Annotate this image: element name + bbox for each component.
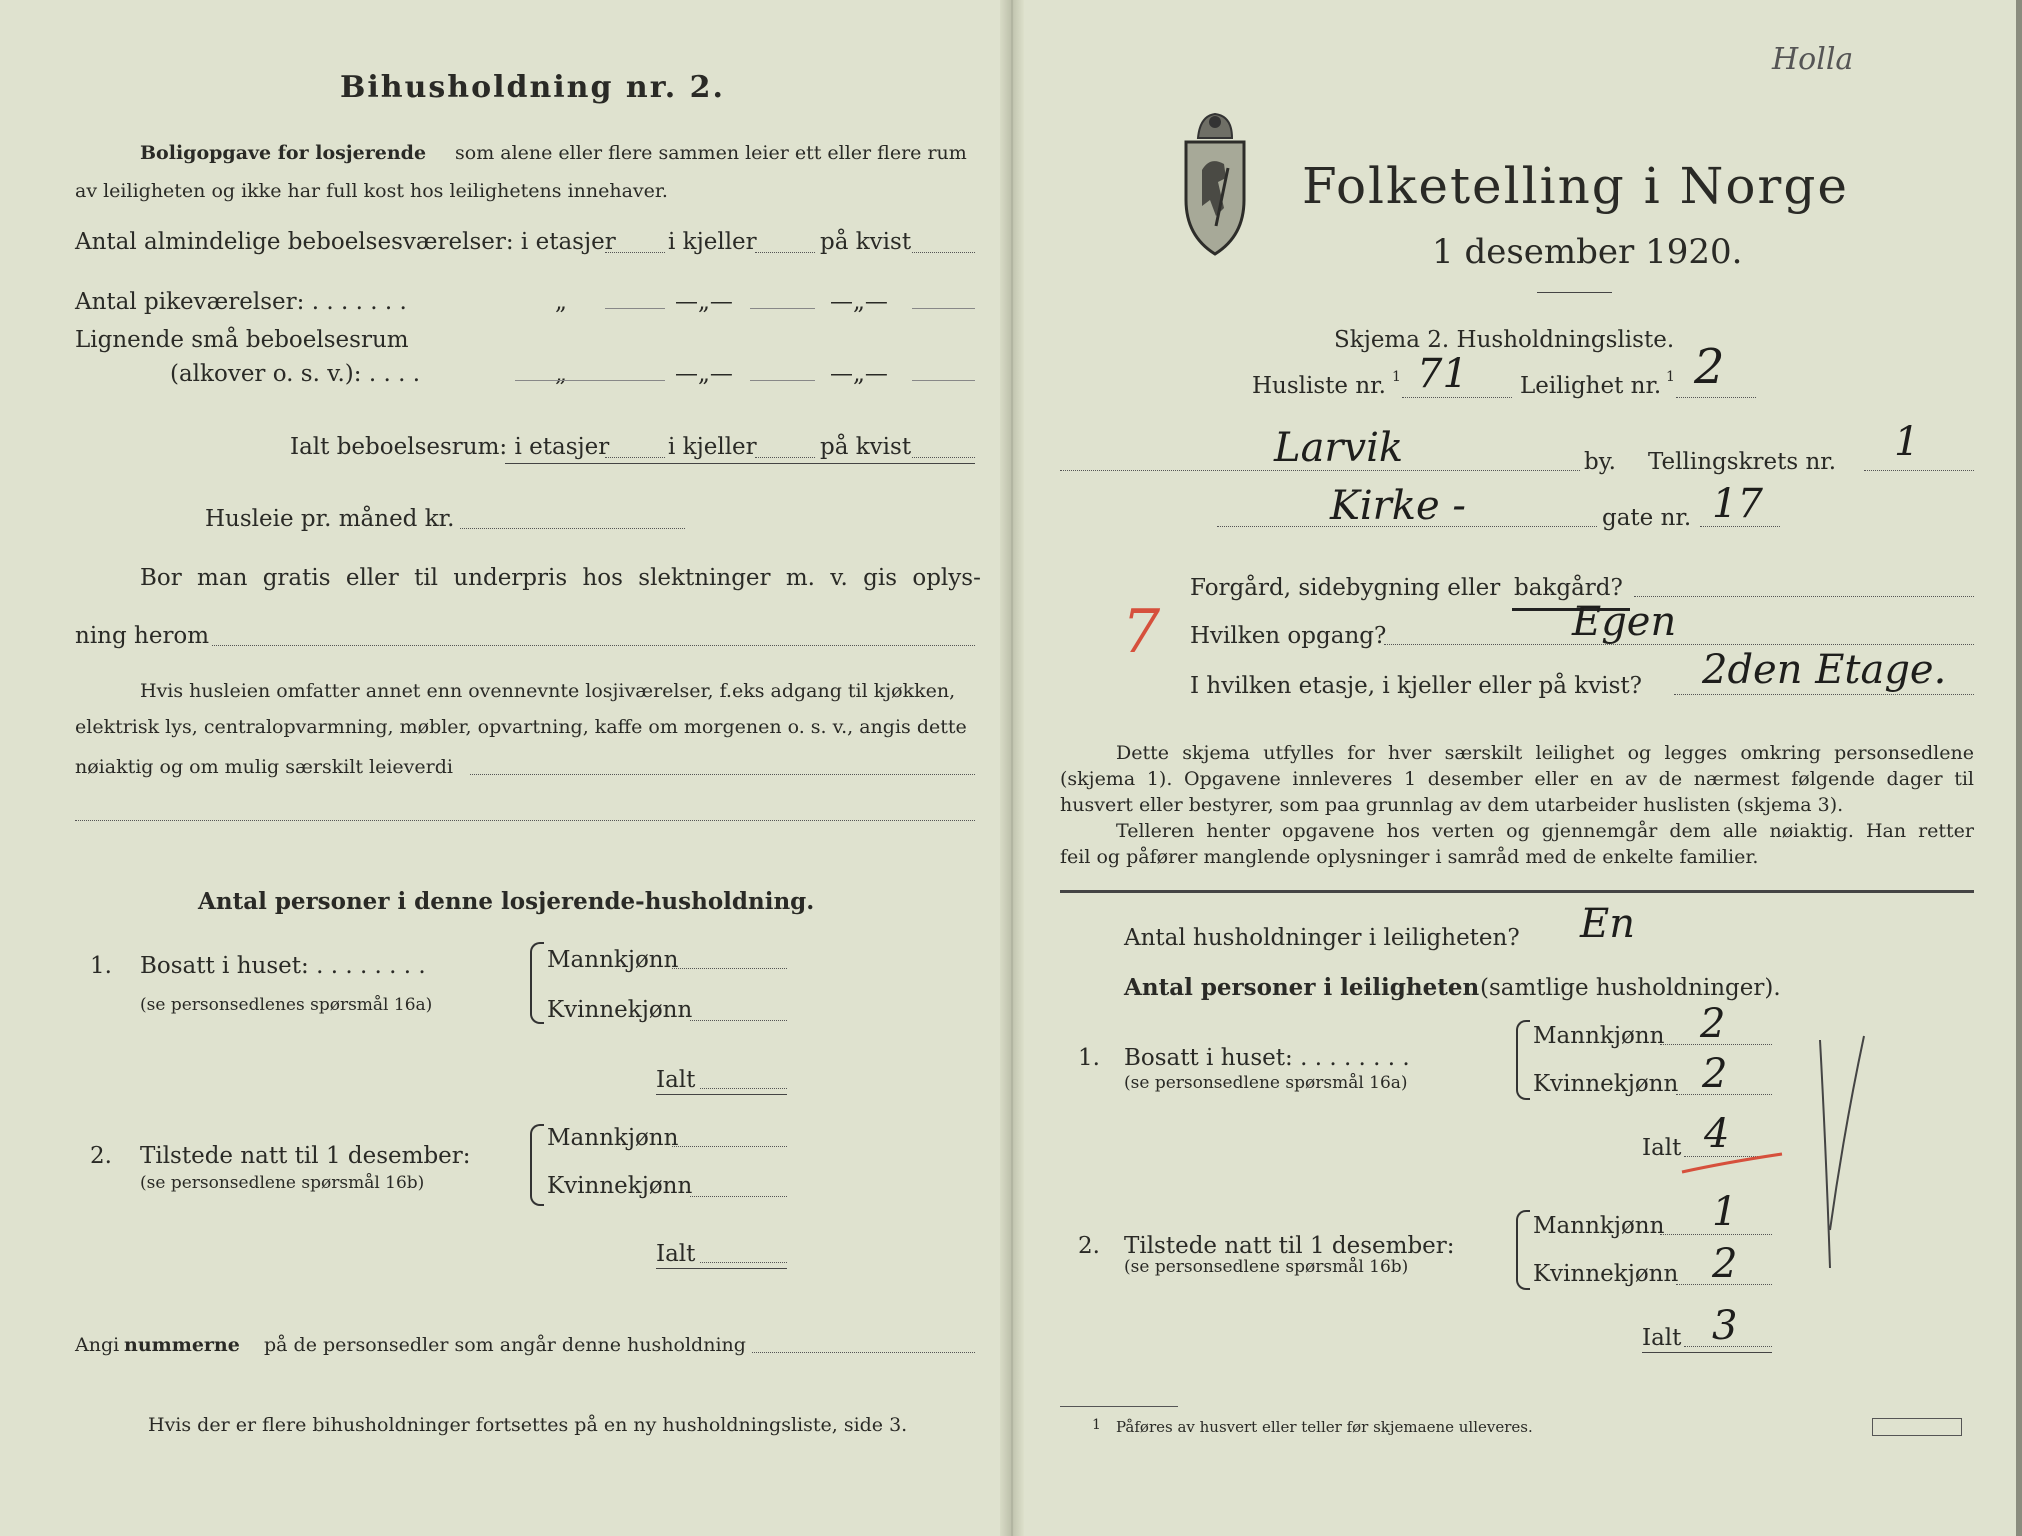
note-line2: elektrisk lys, centralopvarmning, møbler, opvartning, kaffe om morgenen o. s. v., angis dette xyxy=(75,716,967,738)
skjema-label: Skjema 2. Husholdningsliste. xyxy=(1334,327,1675,353)
ialt-etasjer-line[interactable] xyxy=(605,457,665,458)
right-q2-kvinne-value: 2 xyxy=(1712,1241,1738,1287)
red-mark: 7 xyxy=(1122,597,1161,667)
right-page xyxy=(1012,0,2022,1536)
etasje-line[interactable] xyxy=(1674,694,1974,695)
left-q1-mann: Mannkjønn xyxy=(547,947,679,973)
right-q1-label: Bosatt i huset: . . . . . . . . xyxy=(1124,1045,1410,1071)
note-line3: nøiaktig og om mulig særskilt leieverdi xyxy=(75,756,453,778)
instr-line2: (skjema 1). Opgavene innleveres 1 desember eller en av de nærmest følgende dager til xyxy=(1060,768,1974,790)
instructions xyxy=(1060,740,1974,870)
husliste-label: Husliste nr. xyxy=(1252,373,1386,399)
by-value: Larvik xyxy=(1274,425,1404,471)
left-page xyxy=(0,0,1010,1536)
small-line-3[interactable] xyxy=(912,380,975,381)
gate-value: Kirke - xyxy=(1330,483,1466,529)
leilighet-value: 2 xyxy=(1694,339,1725,395)
left-title: Bihusholdning nr. 2. xyxy=(340,70,725,105)
right-q2-ialt-underline xyxy=(1642,1352,1772,1353)
pike-line-2[interactable] xyxy=(750,308,815,309)
left-q2-mann-line[interactable] xyxy=(672,1146,787,1147)
left-persons-heading: Antal personer i denne losjerende-husholdning. xyxy=(198,888,815,915)
ialt-rooms-label: Ialt beboelsesrum: i etasjer xyxy=(290,434,610,460)
instr-line3: husvert eller bestyrer, som paa grunnlag av dem utarbeider huslisten (skjema 3). xyxy=(1060,794,1844,816)
left-q1-kvinne: Kvinnekjønn xyxy=(547,997,693,1023)
instr-line1: Dette skjema utfylles for hver særskilt leilighet og legges omkring personsedlene xyxy=(1116,742,1974,764)
left-q2-brace xyxy=(530,1124,544,1206)
krets-value: 1 xyxy=(1894,419,1920,465)
instr-line4: Telleren henter opgavene hos verten og gjennemgår dem alle nøiaktig. Han retter xyxy=(1116,820,1974,842)
left-q2-label: Tilstede natt til 1 desember: xyxy=(140,1143,471,1169)
left-q1-ialt-underline xyxy=(656,1094,787,1095)
left-q1-ialt: Ialt xyxy=(656,1067,696,1093)
forgard-bakgard: bakgård? xyxy=(1514,575,1623,601)
red-check-stroke xyxy=(1678,1150,1788,1180)
angi-line[interactable] xyxy=(752,1352,975,1353)
pike-ditto-1: „ xyxy=(555,289,567,315)
rooms-kjeller: i kjeller xyxy=(668,229,757,255)
opgang-value: Egen xyxy=(1572,599,1677,645)
leilighet-line[interactable] xyxy=(1676,397,1756,398)
note-line-a[interactable] xyxy=(470,774,975,775)
right-q1-brace xyxy=(1516,1020,1530,1100)
rooms-kjeller-line[interactable] xyxy=(755,252,815,253)
rooms-kvist-line[interactable] xyxy=(912,252,975,253)
small-ditto-3: —„— xyxy=(830,361,888,387)
coat-of-arms-icon xyxy=(1180,108,1250,260)
gate-nr-value: 17 xyxy=(1712,481,1763,527)
footnote-text: Påføres av husvert eller teller før skjemaene ulleveres. xyxy=(1116,1418,1533,1436)
small-rooms-1: Lignende små beboelsesrum xyxy=(75,327,409,353)
pencil-check-mark xyxy=(1812,1030,1872,1280)
left-q1-sub: (se personsedlenes spørsmål 16a) xyxy=(140,995,433,1015)
pike-line-1[interactable] xyxy=(605,308,665,309)
main-title: Folketelling i Norge xyxy=(1302,157,1849,215)
gratis-line[interactable] xyxy=(212,645,975,646)
leilighet-label: Leilighet nr. xyxy=(1520,373,1662,399)
right-persons-heading-bold: Antal personer i leiligheten xyxy=(1124,974,1480,1001)
by-label: by. xyxy=(1584,449,1616,475)
right-q1-kvinne-value: 2 xyxy=(1702,1051,1728,1097)
small-rooms-2: (alkover o. s. v.): . . . . xyxy=(170,361,421,387)
right-q2-ialt-value: 3 xyxy=(1712,1303,1738,1349)
pike-ditto-3: —„— xyxy=(830,289,888,315)
left-q1-brace xyxy=(530,942,544,1024)
ialt-kvist: på kvist xyxy=(820,434,912,460)
left-q1-kvinne-line[interactable] xyxy=(690,1020,787,1021)
leilighet-sup: 1 xyxy=(1666,369,1675,385)
husliste-value: 71 xyxy=(1417,351,1468,397)
instructions-rule xyxy=(1060,890,1974,893)
opgang-label: Hvilken opgang? xyxy=(1190,623,1387,649)
printer-stamp xyxy=(1872,1418,1962,1436)
right-q2-mann: Mannkjønn xyxy=(1533,1213,1665,1239)
gate-street-line[interactable] xyxy=(1217,526,1597,527)
left-q1-mann-line[interactable] xyxy=(672,968,787,969)
husliste-line[interactable] xyxy=(1402,397,1512,398)
ialt-kjeller-line[interactable] xyxy=(755,457,815,458)
corner-handwriting: Holla xyxy=(1772,42,1854,77)
gratis-line2: ning herom xyxy=(75,623,210,649)
right-q2-kvinne: Kvinnekjønn xyxy=(1533,1261,1679,1287)
ialt-kvist-line[interactable] xyxy=(912,457,975,458)
small-ditto-2: —„— xyxy=(675,361,733,387)
krets-label: Tellingskrets nr. xyxy=(1648,449,1837,475)
hush-value: En xyxy=(1580,901,1635,947)
right-q1-mann-value: 2 xyxy=(1700,1001,1726,1047)
rooms-label: Antal almindelige beboelsesværelser: i etasjer xyxy=(75,229,616,255)
forgard-line[interactable] xyxy=(1634,596,1974,597)
angi-2: på de personsedler som angår denne husholdning xyxy=(264,1334,746,1356)
ialt-underline xyxy=(505,463,975,464)
husleie-label: Husleie pr. måned kr. xyxy=(205,506,455,532)
right-q1-ialt-value: 4 xyxy=(1704,1111,1730,1157)
right-q2-label: Tilstede natt til 1 desember: xyxy=(1124,1233,1455,1259)
right-q2-num: 2. xyxy=(1078,1233,1100,1259)
pike-ditto-2: —„— xyxy=(675,289,733,315)
right-q2-sub: (se personsedlene spørsmål 16b) xyxy=(1124,1257,1409,1277)
husleie-line[interactable] xyxy=(460,528,685,529)
instr-line5: feil og påfører manglende oplysninger i samråd med de enkelte familier. xyxy=(1060,846,1759,868)
footnote-sup: 1 xyxy=(1092,1417,1101,1433)
left-q1-ialt-line[interactable] xyxy=(700,1088,787,1089)
left-q1-num: 1. xyxy=(90,953,112,979)
ialt-kjeller: i kjeller xyxy=(668,434,757,460)
angi-bold: nummerne xyxy=(124,1334,240,1356)
footnote-rule xyxy=(1060,1406,1178,1407)
husliste-sup: 1 xyxy=(1392,369,1401,385)
right-q2-ialt: Ialt xyxy=(1642,1325,1682,1351)
pike-label: Antal pikeværelser: . . . . . . . xyxy=(75,289,407,315)
left-q2-ialt-line[interactable] xyxy=(700,1262,787,1263)
note-line-b[interactable] xyxy=(75,820,975,821)
by-line[interactable] xyxy=(1060,470,1580,471)
right-persons-heading-rest: (samtlige husholdninger). xyxy=(1480,975,1781,1001)
small-ditto-1: „ xyxy=(555,361,567,387)
gratis-line1: Bor man gratis eller til underpris hos slektninger m. v. gis oplys- xyxy=(140,565,981,591)
right-q1-ialt: Ialt xyxy=(1642,1135,1682,1161)
forgard-label: Forgård, sidebygning eller xyxy=(1190,575,1501,601)
left-q2-num: 2. xyxy=(90,1143,112,1169)
pike-line-3[interactable] xyxy=(912,308,975,309)
left-q2-mann: Mannkjønn xyxy=(547,1125,679,1151)
sheet-edge xyxy=(2016,0,2022,1536)
right-q1-mann: Mannkjønn xyxy=(1533,1023,1665,1049)
right-q1-num: 1. xyxy=(1078,1045,1100,1071)
right-q1-sub: (se personsedlene spørsmål 16a) xyxy=(1124,1073,1408,1093)
left-footer: Hvis der er flere bihusholdninger fortsettes på en ny husholdningsliste, side 3. xyxy=(148,1414,908,1436)
rooms-etasjer-line[interactable] xyxy=(605,252,665,253)
angi-1: Angi xyxy=(75,1334,120,1356)
left-q2-ialt: Ialt xyxy=(656,1241,696,1267)
left-q1-label: Bosatt i huset: . . . . . . . . xyxy=(140,953,426,979)
hush-label: Antal husholdninger i leiligheten? xyxy=(1124,925,1520,951)
census-date: 1 desember 1920. xyxy=(1432,232,1743,272)
krets-line[interactable] xyxy=(1864,470,1974,471)
right-q2-brace xyxy=(1516,1210,1530,1290)
left-q2-kvinne-line[interactable] xyxy=(690,1196,787,1197)
gate-label: gate nr. xyxy=(1602,505,1692,531)
etasje-value: 2den Etage. xyxy=(1702,647,1947,693)
left-q2-sub: (se personsedlene spørsmål 16b) xyxy=(140,1173,425,1193)
opgang-line[interactable] xyxy=(1384,644,1974,645)
etasje-label: I hvilken etasje, i kjeller eller på kvist? xyxy=(1190,673,1642,699)
left-q2-ialt-underline xyxy=(656,1268,787,1269)
right-q1-kvinne: Kvinnekjønn xyxy=(1533,1071,1679,1097)
rooms-kvist: på kvist xyxy=(820,229,912,255)
small-line-2[interactable] xyxy=(750,380,815,381)
right-q2-mann-value: 1 xyxy=(1712,1189,1738,1235)
note-line1: Hvis husleien omfatter annet enn ovennevnte losjiværelser, f.eks adgang til kjøkken, xyxy=(140,680,956,702)
small-line-1[interactable] xyxy=(515,380,665,381)
left-q2-kvinne: Kvinnekjønn xyxy=(547,1173,693,1199)
intro-line2: av leiligheten og ikke har full kost hos leilighetens innehaver. xyxy=(75,180,668,202)
intro-rest: som alene eller flere sammen leier ett eller flere rum xyxy=(455,142,967,164)
intro-bold: Boligopgave for losjerende xyxy=(140,142,427,164)
date-rule xyxy=(1537,292,1612,293)
